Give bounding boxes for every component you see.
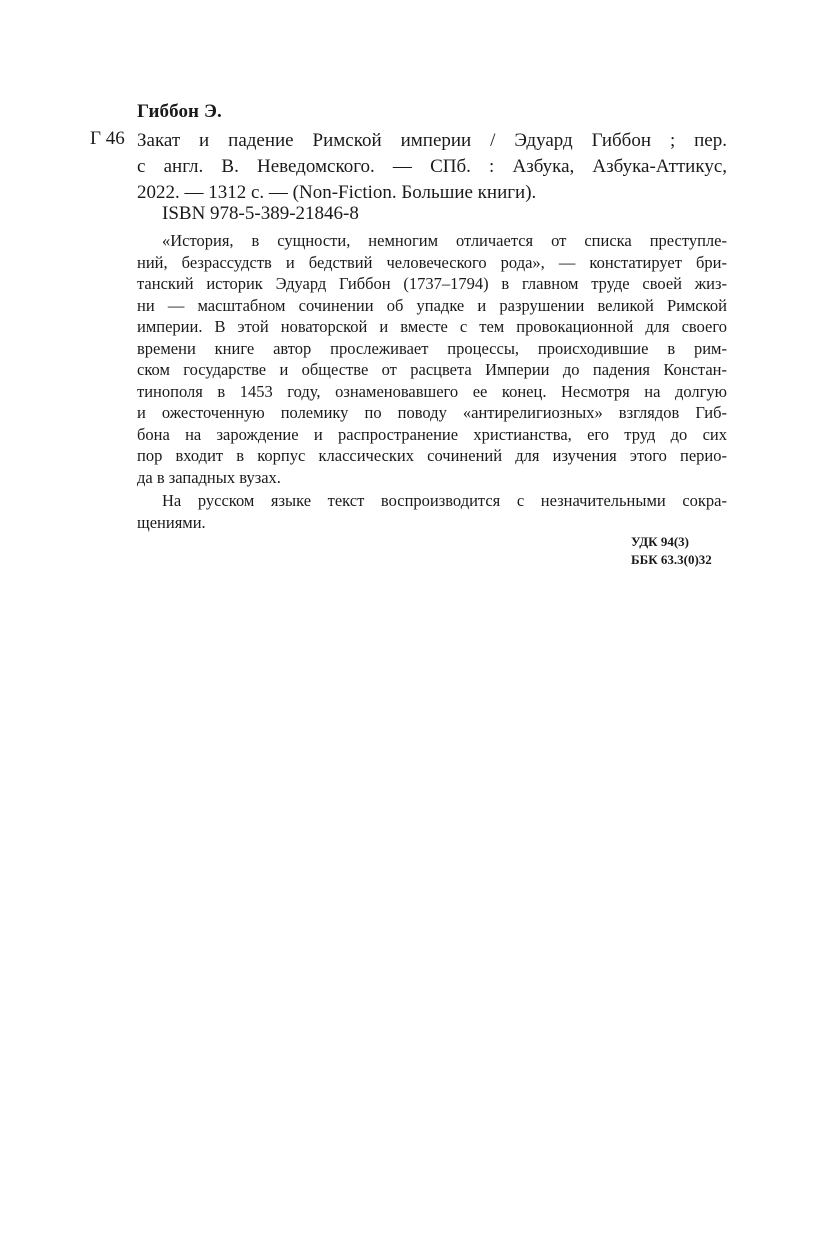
title-line: 2022. — 1312 с. — (Non-Fiction. Большие книги). <box>137 182 537 203</box>
title-line: с англ. В. Неведомского. — СПб. : Азбука, Азбука-Аттикус, <box>137 156 727 177</box>
author-code: Г 46 <box>90 128 125 149</box>
abstract-line: и ожесточенную полемику по поводу «антирелигиозных» взглядов Гиб- <box>137 403 727 422</box>
abstract-line: танский историк Эдуард Гиббон (1737–1794) в главном труде своей жиз- <box>137 274 727 293</box>
abstract-line: да в западных вузах. <box>137 467 281 487</box>
udk-code: УДК 94(3) <box>631 534 690 549</box>
note-line: На русском языке текст воспроизводится с незначительными сокра- <box>162 491 727 510</box>
bbk-code: ББК 63.3(0)32 <box>631 552 712 567</box>
abstract-line: ни — масштабном сочинении об упадке и разрушении великой Римской <box>137 295 727 315</box>
abstract-line: «История, в сущности, немногим отличается от списка преступле- <box>162 231 727 250</box>
abstract-line: ний, безрассудств и бедствий человеческого рода», — констатирует бри- <box>137 252 727 272</box>
abstract-line: пор входит в корпус классических сочинений для изучения этого перио- <box>137 446 727 465</box>
note-line: щениями. <box>137 512 206 532</box>
abstract-line: времени книге автор прослеживает процессы, происходившие в рим- <box>137 338 727 358</box>
abstract-line: тинополя в 1453 году, ознаменовавшего ее конец. Несмотря на долгую <box>137 381 727 401</box>
isbn: ISBN 978-5-389-21846-8 <box>162 203 359 224</box>
abstract-line: империи. В этой новаторской и вместе с тем провокационной для своего <box>137 317 727 336</box>
abstract-line: бона на зарождение и распространение христианства, его труд до сих <box>137 424 727 444</box>
abstract-line: ском государстве и обществе от расцвета Империи до падения Констан- <box>137 360 727 379</box>
author-heading: Гиббон Э. <box>137 101 222 122</box>
title-line: Закат и падение Римской империи / Эдуард Гиббон ; пер. <box>137 130 727 151</box>
